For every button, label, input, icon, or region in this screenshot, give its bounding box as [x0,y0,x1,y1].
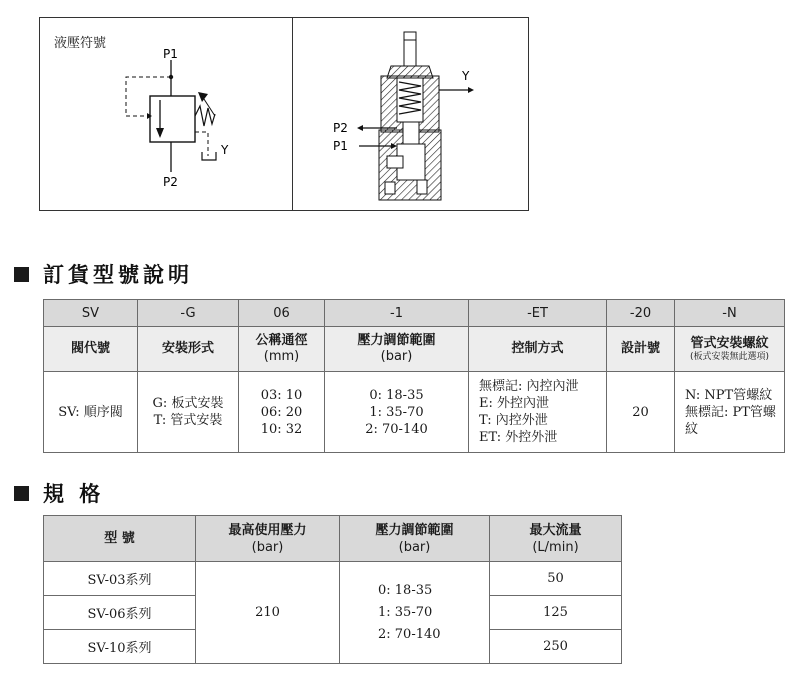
valve-code-cell: SV: 順序閥 [44,372,138,453]
order-heading-text: 訂貨型號說明 [43,263,193,287]
model-cell: SV-06系列 [44,596,196,630]
order-body-row [44,372,785,453]
max-flow-cell: 125 [490,596,622,630]
order-header-row [44,327,785,372]
header-design-no: 設計號 [607,327,675,372]
code-cell: -ET [469,300,607,327]
header-mounting: 安裝形式 [138,327,239,372]
header-pressure-range: 壓力調節範圍 (bar) [325,327,469,372]
header-thread: 管式安裝螺紋 (板式安裝無此選項) [675,327,785,372]
code-cell: -1 [325,300,469,327]
code-cell: SV [44,300,138,327]
spec-heading [14,478,104,508]
symbol-y-label: Y [221,143,229,157]
header-max-flow: 最大流量 (L/min) [490,516,622,562]
max-flow-cell: 50 [490,562,622,596]
order-heading [14,259,193,289]
diagram-frame [39,17,529,211]
code-cell: -G [138,300,239,327]
order-code-table [43,299,785,453]
header-model: 型 號 [44,516,196,562]
section-p2-label: P2 [333,121,348,135]
size-cell: 03: 10 06: 20 10: 32 [239,372,325,453]
model-cell: SV-10系列 [44,630,196,664]
header-valve-code: 閥代號 [44,327,138,372]
control-cell: 無標記: 內控內泄 E: 外控內泄 T: 內控外泄 ET: 外控外泄 [469,372,607,453]
spec-header-row [44,516,622,562]
spec-table [43,515,622,664]
model-cell: SV-03系列 [44,562,196,596]
section-p1-label: P1 [333,139,348,153]
symbol-p2-label: P2 [163,175,178,189]
valve-section-panel [293,18,529,210]
header-pressure-range: 壓力調節範圍 (bar) [340,516,490,562]
max-pressure-cell: 210 [196,562,340,664]
order-code-row [44,300,785,327]
header-max-pressure: 最高使用壓力 (bar) [196,516,340,562]
spec-heading-text: 規 格 [43,482,105,506]
hydraulic-symbol-panel [40,18,293,210]
table-row [44,562,622,596]
valve-section-drawing [293,18,529,212]
thread-cell: N: NPT管螺紋 無標記: PT管螺紋 [675,372,785,453]
square-bullet-icon [14,267,29,282]
pressure-range-cell: 0: 18-35 1: 35-70 2: 70-140 [325,372,469,453]
code-cell: 06 [239,300,325,327]
section-y-label: Y [462,69,470,83]
pressure-range-cell: 0: 18-35 1: 35-70 2: 70-140 [340,562,490,664]
header-control: 控制方式 [469,327,607,372]
code-cell: -20 [607,300,675,327]
header-size: 公稱通徑 (mm) [239,327,325,372]
code-cell: -N [675,300,785,327]
square-bullet-icon [14,486,29,501]
mounting-cell: G: 板式安裝 T: 管式安裝 [138,372,239,453]
symbol-p1-label: P1 [163,47,178,61]
design-no-cell: 20 [607,372,675,453]
max-flow-cell: 250 [490,630,622,664]
symbol-title: 液壓符號 [54,36,107,51]
